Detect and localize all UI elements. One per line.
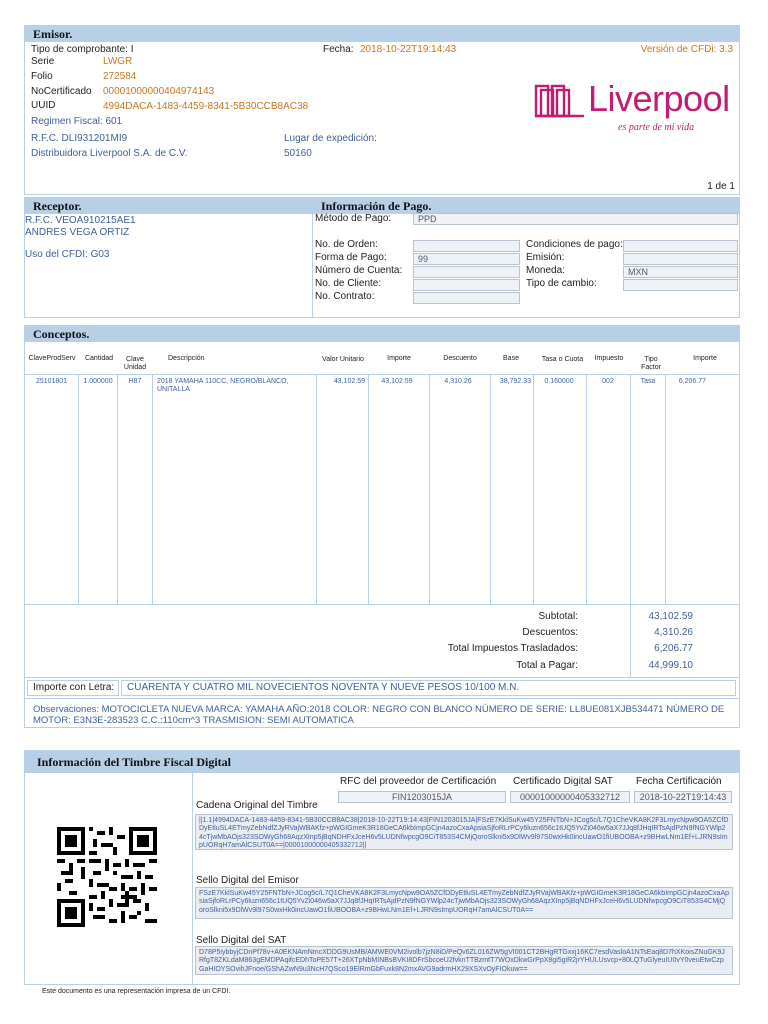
col-divider xyxy=(586,375,587,604)
cell-importe: 43,102.59 xyxy=(381,378,413,385)
liverpool-logo-text: Liverpool xyxy=(588,78,730,119)
moneda-label: Moneda: xyxy=(526,265,565,276)
lugar-value: 50160 xyxy=(284,148,312,159)
uuid-label: UUID xyxy=(31,100,56,111)
col-divider xyxy=(429,375,430,604)
page-count: 1 de 1 xyxy=(707,181,735,192)
observaciones: Observaciones: MOTOCICLETA NUEVA MARCA: YAMAHA AÑO:2018 COLOR: NEGRO CON BLANCO NÚMERO DE SERIE: LL8UE081XJB534471 NÚMERO DE MOTOR: E3N3E-283523 C.C.:110cm^3 TRASMISION: SEMI AUTOMATICA xyxy=(33,704,725,726)
col-divider xyxy=(665,375,666,604)
th-tipo-factor: Tipo Factor xyxy=(641,356,661,371)
conceptos-header xyxy=(25,326,739,342)
cell-importe-impuesto: 6,206.77 xyxy=(678,378,706,385)
sello-sat-label: Sello Digital del SAT xyxy=(196,935,287,946)
liverpool-logo xyxy=(534,78,738,140)
cadena-original: ||1.1|4994DACA-1483-4459-8341-5B30CCB8AC38|2018-10-22T19:14:43|FIN1203015JA|FSzE7KklSuKw45Y25FNTbN+JCog5c/L7Q1CheVKA8K2F3LmycNpw9OA5ZCfDDyEtluSL4ETmyZebNdfZJyRVajWBAKfz+pWGIGmeK3R18GeCA6kbImpGCjn4azoCxaApsiaSjfoRLrPCy6luzn656c1tUQ5YvZi046w5aX7JJq8fJHqIRTsAjdPzN9fNGYWlp24cTjwMbAOjs323SOWyGh68AqzXInp5jBqNDHFxJceH6v5LUDNfwpcgO9CiT853S4CMjQoroSlkni5x9DlWv9l97S0wxHk0incUawO1fiUBOOBA+z9BHwLNm1Ef+LJRN9sImpUORqH7amAlCSUT0A==|00001000000405332712|| xyxy=(195,814,733,850)
condiciones-label: Condiciones de pago: xyxy=(526,239,623,250)
sello-emisor: FSzE7KklSuKw45Y25FNTbN+JCog5c/L7Q1CheVKA8K2F3LmycNpw9OA5ZCfDDyEtluSL4ETmyZebNdfZJyRVajWBAKfz+pWGIGmeK3R18GeCA6kbImpGCjn4azoCxaApsiaSjfoRLrPCy6luzn656c1tUQ5YvZi046w5aX7JJq8fJHqIRTsAjdPzN9fNGYWlp24cTjwMbAOjs323SOWyGh68AqzXInp5jBqNDHFxJceH6v5LUDNfwpcgO9CiT853S4CMjQoroSlkni5x9DlWv9l97S0wxHk0incUawO1fiUBOOBA+z9BHwLNm1Ef+LJRN9sImpUORqH7amAlCSUT0A== xyxy=(195,887,733,919)
rfc-prov-label: RFC del proveedor de Certificación xyxy=(340,776,497,787)
th-importe-impuesto: Importe xyxy=(693,355,717,362)
emision-label: Emisión: xyxy=(526,252,565,263)
cell-descuento: 4,310.26 xyxy=(444,378,472,385)
importe-letra-row xyxy=(25,678,739,699)
cell-tasa: 0.160000 xyxy=(544,378,574,385)
version-cfdi: Versión de CFDi: 3.3 xyxy=(640,44,733,55)
liverpool-logo-icon xyxy=(534,84,586,120)
qr-code-icon xyxy=(57,827,157,927)
qr-divider xyxy=(192,773,193,984)
descuentos-value: 4,310.26 xyxy=(654,627,693,638)
cell-descripcion: 2018 YAMAHA 110CC, NEGRO/BLANCO, UNITALLA xyxy=(157,378,289,393)
col-divider xyxy=(368,375,369,604)
emisor-title: Emisor. xyxy=(33,27,73,41)
emisor-header xyxy=(25,26,739,42)
liverpool-tagline: es parte de mi vida xyxy=(618,122,695,133)
folio-label: Folio xyxy=(31,71,53,82)
orden-label: No. de Orden: xyxy=(315,239,378,250)
cell-base: 38,792.33 xyxy=(499,378,531,385)
fecha-value: 2018-10-22T19:14:43 xyxy=(360,44,457,55)
impuestos-value: 6,206.77 xyxy=(654,643,693,654)
table-header-line xyxy=(25,374,739,375)
metodo-pago-label: Método de Pago: xyxy=(315,213,392,224)
col-divider xyxy=(117,375,118,604)
cell-tipo-factor: Tasa xyxy=(640,378,656,385)
descuentos-label: Descuentos: xyxy=(522,627,578,638)
nocert-label: NoCertificado xyxy=(31,86,92,97)
th-tasa: Tasa o Cuota xyxy=(541,356,584,363)
cliente-label: No. de Cliente: xyxy=(315,278,382,289)
cell-cantidad: 1.000000 xyxy=(83,378,113,385)
nocert-value: 00001000000404974143 xyxy=(103,86,215,97)
cell-clave-unidad: H87 xyxy=(128,378,142,385)
folio-value: 272584 xyxy=(103,71,137,82)
sello-emisor-label: Sello Digital del Emisor xyxy=(196,875,299,886)
metodo-pago-value: PPD xyxy=(413,213,738,225)
cliente-value xyxy=(413,279,520,291)
timbre-header xyxy=(25,751,739,773)
pago-header xyxy=(313,198,739,214)
receptor-uso-cfdi: Uso del CFDI: G03 xyxy=(25,249,110,260)
table-bottom-line xyxy=(25,604,739,605)
cambio-label: Tipo de cambio: xyxy=(526,278,597,289)
serie-label: Serie xyxy=(31,56,55,67)
fecha-label: Fecha: xyxy=(323,44,354,55)
importe-letra-label: Importe con Letra: xyxy=(27,680,119,696)
fecha-cert-label: Fecha Certificación xyxy=(636,776,722,787)
contrato-value xyxy=(413,292,520,304)
col-divider xyxy=(78,375,79,604)
uuid-value: 4994DACA-1483-4459-8341-5B30CCB8AC38 xyxy=(103,101,309,112)
total-label: Total a Pagar: xyxy=(516,660,578,671)
conceptos-title: Conceptos. xyxy=(33,327,90,341)
total-value: 44,999.10 xyxy=(648,660,693,671)
importe-letra-value: CUARENTA Y CUATRO MIL NOVECIENTOS NOVENTA Y NUEVE PESOS 10/100 M.N. xyxy=(121,680,736,696)
pago-title: Información de Pago. xyxy=(321,199,432,213)
section-divider xyxy=(312,198,313,317)
tipo-comprobante: Tipo de comprobante: I xyxy=(31,44,134,55)
cambio-value xyxy=(623,279,738,291)
emisor-razon-social: Distribuidora Liverpool S.A. de C.V. xyxy=(31,148,188,159)
cell-valor-unitario: 43,102.59 xyxy=(333,378,365,385)
impuestos-label: Total Impuestos Trasladados: xyxy=(447,643,578,654)
th-descuento: Descuento xyxy=(443,355,477,362)
serie-value: LWGR xyxy=(103,56,133,67)
col-divider xyxy=(533,375,534,604)
receptor-title: Receptor. xyxy=(33,199,82,213)
timbre-title: Información del Timbre Fiscal Digital xyxy=(37,755,231,769)
th-clave-unidad: Clave Unidad xyxy=(123,356,147,371)
th-base: Base xyxy=(503,355,519,362)
forma-pago-label: Forma de Pago: xyxy=(315,252,387,263)
col-divider xyxy=(152,375,153,604)
moneda-value: MXN xyxy=(623,266,738,278)
cadena-label: Cadena Original del Timbre xyxy=(196,800,318,811)
emision-value xyxy=(623,253,738,265)
receptor-rfc: R.F.C. VEOA910215AE1 xyxy=(25,215,136,226)
cell-clave-prod: 25101801 xyxy=(35,378,68,385)
th-descripcion: Descripción xyxy=(168,355,205,362)
cert-sat-value: 00001000000405332712 xyxy=(510,791,630,803)
footer-note: Este documento es una representación impresa de un CFDI. xyxy=(42,988,231,995)
th-cantidad: Cantidad xyxy=(84,355,114,362)
cell-impuesto: 002 xyxy=(602,378,614,385)
lugar-label: Lugar de expedición: xyxy=(284,133,377,144)
receptor-header xyxy=(25,198,312,214)
fecha-cert-value: 2018-10-22T19:14:43 xyxy=(634,791,732,803)
rfc-prov-value: FIN1203015JA xyxy=(338,791,506,803)
th-impuesto: Impuesto xyxy=(594,355,624,362)
subtotal-value: 43,102.59 xyxy=(648,611,693,622)
forma-pago-value: 99 xyxy=(413,253,520,265)
col-divider xyxy=(316,375,317,604)
regimen-fiscal: Regimen Fiscal: 601 xyxy=(31,116,123,127)
contrato-label: No. Contrato: xyxy=(315,291,375,302)
orden-value xyxy=(413,240,520,252)
cert-sat-label: Certificado Digital SAT xyxy=(513,776,613,787)
th-clave-prod: ClaveProdServ xyxy=(28,355,76,362)
th-valor-unitario: Valor Unitario xyxy=(322,356,364,363)
receptor-nombre: ANDRES VEGA ORTIZ xyxy=(25,227,130,238)
subtotal-label: Subtotal: xyxy=(538,611,578,622)
emisor-rfc: R.F.C. DLI931201MI9 xyxy=(31,133,128,144)
col-divider xyxy=(490,375,491,604)
th-importe: Importe xyxy=(387,355,411,362)
cuenta-value xyxy=(413,266,520,278)
condiciones-value xyxy=(623,240,738,252)
sello-sat: D78P5iybbyjCDnPf78v+A0EKNAmNmcXDDG9UsMB/AMWE0VM2ivolb7jzN8iD/PeQv6ZL016ZW5gVI001CT2BHgRTGxxj16KC7esdVasloA1NTsEaq8D7hXKoisZNuGK9JRfgT8ZKLdaM863gEMDPAqifcEDhToPE57T+26XTpNbMINBsBVKI8DFrSbcoeU2fvknTTBzmtT7WOxDkwGrPpX8gi5giR2jrYHULUsvcp+80LQTuGlyeuIU0vY0veuEtwCzpGaHIOYSOvihJFnoe/GShAZwN9u3NcH7QSco19ElRmGbFuxk8N2mxAVG9adrmHX29XSXvOyFIOkuw== xyxy=(195,946,733,975)
cuenta-label: Número de Cuenta: xyxy=(315,265,403,276)
